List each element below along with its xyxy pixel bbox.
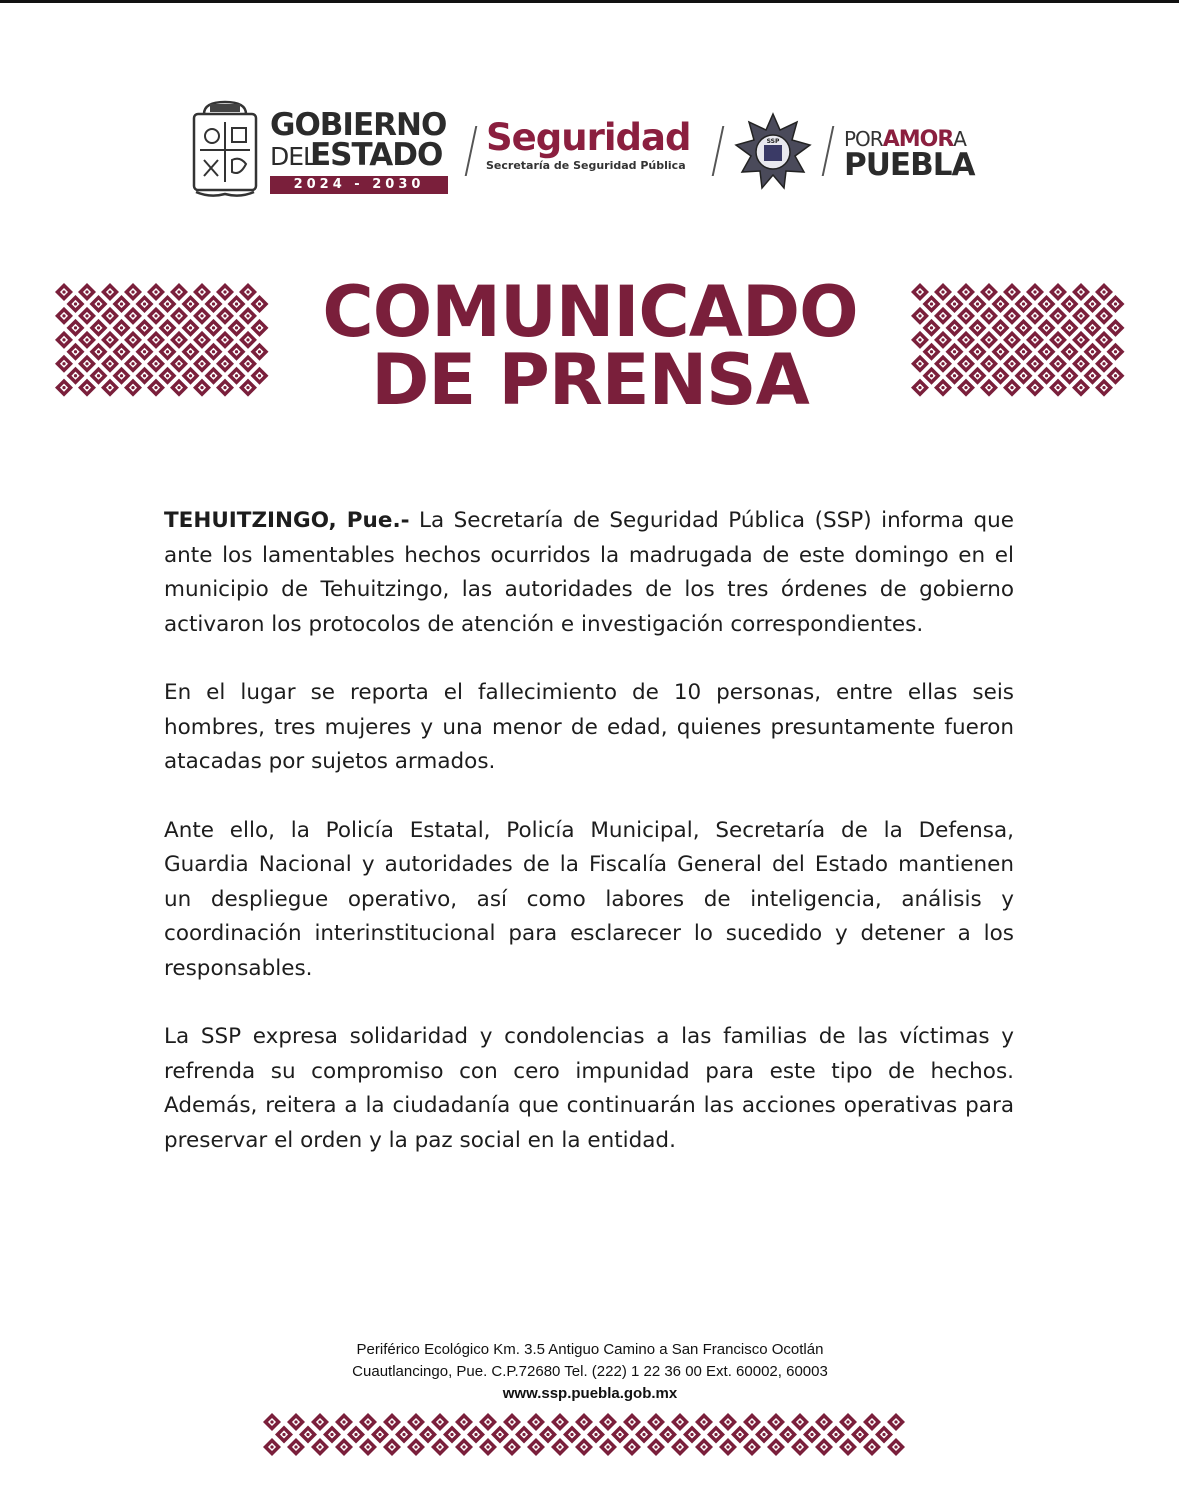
pattern-motif: [90, 343, 108, 361]
pattern-motif: [887, 1413, 905, 1431]
logo-separator: [712, 126, 725, 176]
pattern-motif: [969, 367, 987, 385]
pattern-motif: [575, 1413, 593, 1431]
pattern-motif: [67, 367, 85, 385]
pattern-motif: [407, 1438, 425, 1456]
pattern-motif: [934, 331, 952, 349]
title-line2: DE PRENSA: [371, 339, 809, 421]
pattern-motif: [551, 1438, 569, 1456]
pattern-motif: [90, 295, 108, 313]
pattern-motif: [216, 307, 234, 325]
pattern-motif: [671, 1413, 689, 1431]
footer-website-link[interactable]: www.ssp.puebla.gob.mx: [502, 1385, 678, 1402]
footer-address-2: Cuautlancingo, Pue. C.P.72680 Tel. (222) 1 22 36 00 Ext. 60002, 60003: [352, 1363, 828, 1380]
pattern-motif: [159, 295, 177, 313]
pattern-motif: [383, 1413, 401, 1431]
pattern-motif: [969, 343, 987, 361]
amor-puebla: PUEBLA: [844, 147, 975, 183]
pattern-motif: [527, 1413, 545, 1431]
pattern-motif: [251, 367, 269, 385]
pattern-motif: [1061, 319, 1079, 337]
pattern-motif: [1015, 319, 1033, 337]
pattern-motif: [147, 283, 165, 301]
pattern-motif: [623, 1413, 641, 1431]
pattern-motif: [335, 1413, 353, 1431]
pattern-motif: [101, 331, 119, 349]
pattern-motif: [992, 295, 1010, 313]
pattern-motif: [923, 295, 941, 313]
pattern-motif: [1015, 295, 1033, 313]
pattern-motif: [647, 1438, 665, 1456]
pattern-motif: [719, 1413, 737, 1431]
pattern-motif: [170, 379, 188, 397]
pattern-motif: [239, 355, 257, 373]
pattern-motif: [623, 1438, 641, 1456]
pattern-motif: [182, 367, 200, 385]
pattern-motif: [228, 319, 246, 337]
logo-separator: [465, 126, 478, 176]
pattern-motif: [1038, 343, 1056, 361]
pattern-motif: [599, 1438, 617, 1456]
pattern-motif: [839, 1438, 857, 1456]
pattern-motif: [992, 367, 1010, 385]
pattern-motif: [147, 379, 165, 397]
decorative-pattern-right: [910, 282, 1126, 408]
pattern-motif: [1049, 307, 1067, 325]
pattern-motif: [455, 1413, 473, 1431]
pattern-motif: [851, 1425, 869, 1443]
header-logos: [190, 96, 1000, 208]
pattern-motif: [124, 355, 142, 373]
pattern-motif: [90, 367, 108, 385]
pattern-motif: [479, 1438, 497, 1456]
footer: [240, 1339, 940, 1405]
pattern-motif: [78, 283, 96, 301]
pattern-motif: [136, 295, 154, 313]
pattern-motif: [695, 1438, 713, 1456]
por-amor-a-puebla-logo: [844, 128, 1004, 188]
pattern-motif: [1003, 283, 1021, 301]
pattern-motif: [78, 379, 96, 397]
pattern-motif: [323, 1425, 341, 1443]
pattern-motif: [743, 1438, 761, 1456]
pattern-motif: [911, 331, 929, 349]
pattern-motif: [239, 283, 257, 301]
pattern-motif: [980, 379, 998, 397]
pattern-motif: [957, 283, 975, 301]
paragraph-3: Ante ello, la Policía Estatal, Policía Municipal, Secretaría de la Defensa, Guardia Nacional y autoridades de la Fiscalía General del Estado mantienen un despliegue operativo, así como labores de inteligencia, análisis y coordinación interinstitucional para esclarecer lo sucedido y detener a los responsables.: [164, 817, 1014, 981]
paragraph-4: La SSP expresa solidaridad y condolencias a las familias de las víctimas y refrenda su compromiso con cero impunidad para este tipo de hechos. Además, reitera a la ciudadanía que continuarán las acciones operativas para preservar el orden y la paz social en la entidad.: [164, 1024, 1014, 1153]
pattern-motif: [707, 1425, 725, 1443]
pattern-motif: [228, 367, 246, 385]
pattern-motif: [779, 1425, 797, 1443]
pattern-motif: [67, 295, 85, 313]
pattern-motif: [911, 379, 929, 397]
pattern-motif: [1015, 367, 1033, 385]
pattern-motif: [980, 283, 998, 301]
pattern-motif: [563, 1425, 581, 1443]
pattern-motif: [55, 355, 73, 373]
police-star-badge-icon: [734, 112, 812, 190]
pattern-motif: [287, 1413, 305, 1431]
pattern-motif: [159, 319, 177, 337]
pattern-motif: [875, 1425, 893, 1443]
pattern-motif: [719, 1438, 737, 1456]
pattern-motif: [1003, 331, 1021, 349]
pattern-motif: [515, 1425, 533, 1443]
pattern-motif: [216, 283, 234, 301]
amor-amor: AMOR: [882, 127, 954, 152]
pattern-motif: [863, 1413, 881, 1431]
pattern-motif: [827, 1425, 845, 1443]
pattern-motif: [55, 331, 73, 349]
pattern-motif: [1026, 355, 1044, 373]
pattern-motif: [479, 1413, 497, 1431]
pattern-motif: [182, 343, 200, 361]
pattern-motif: [1003, 307, 1021, 325]
pattern-motif: [611, 1425, 629, 1443]
pattern-motif: [55, 379, 73, 397]
pattern-motif: [287, 1438, 305, 1456]
pattern-motif: [1072, 355, 1090, 373]
pattern-motif: [980, 331, 998, 349]
pattern-motif: [957, 355, 975, 373]
amor-a: A: [953, 127, 966, 151]
pattern-motif: [216, 355, 234, 373]
dateline: TEHUITZINGO, Pue.-: [164, 508, 410, 533]
pattern-motif: [147, 307, 165, 325]
pattern-motif: [467, 1425, 485, 1443]
pattern-motif: [67, 343, 85, 361]
pattern-motif: [791, 1438, 809, 1456]
pattern-motif: [969, 319, 987, 337]
pattern-motif: [383, 1438, 401, 1456]
pattern-motif: [124, 379, 142, 397]
pattern-motif: [443, 1425, 461, 1443]
pattern-motif: [216, 331, 234, 349]
pattern-motif: [969, 295, 987, 313]
pattern-motif: [911, 283, 929, 301]
pattern-motif: [193, 355, 211, 373]
pattern-motif: [911, 307, 929, 325]
pattern-motif: [791, 1413, 809, 1431]
pattern-motif: [455, 1438, 473, 1456]
pattern-motif: [205, 343, 223, 361]
pattern-motif: [78, 331, 96, 349]
pattern-motif: [1061, 367, 1079, 385]
pattern-motif: [170, 283, 188, 301]
pattern-motif: [359, 1413, 377, 1431]
footer-address-1: Periférico Ecológico Km. 3.5 Antiguo Camino a San Francisco Ocotlán: [356, 1341, 824, 1358]
pattern-motif: [251, 319, 269, 337]
pattern-motif: [957, 307, 975, 325]
pattern-motif: [113, 319, 131, 337]
pattern-motif: [347, 1425, 365, 1443]
press-release-body: [164, 504, 1014, 1192]
pattern-motif: [1061, 343, 1079, 361]
pattern-motif: [193, 307, 211, 325]
pattern-motif: [957, 379, 975, 397]
pattern-motif: [1107, 295, 1125, 313]
amor-por: POR: [844, 127, 883, 151]
pattern-motif: [1049, 379, 1067, 397]
pattern-motif: [78, 307, 96, 325]
pattern-motif: [911, 355, 929, 373]
pattern-motif: [228, 295, 246, 313]
pattern-motif: [1084, 295, 1102, 313]
pattern-motif: [101, 355, 119, 373]
pattern-motif: [216, 379, 234, 397]
pattern-motif: [503, 1413, 521, 1431]
pattern-motif: [78, 355, 96, 373]
pattern-motif: [101, 283, 119, 301]
pattern-motif: [1049, 331, 1067, 349]
pattern-motif: [731, 1425, 749, 1443]
paragraph-1: [164, 504, 1014, 642]
pattern-motif: [251, 343, 269, 361]
pattern-motif: [395, 1425, 413, 1443]
pattern-motif: [755, 1425, 773, 1443]
state-seal-icon: [190, 98, 260, 202]
pattern-motif: [539, 1425, 557, 1443]
pattern-motif: [124, 331, 142, 349]
pattern-motif: [1095, 283, 1113, 301]
pattern-motif: [90, 319, 108, 337]
paragraph-2: En el lugar se reporta el fallecimiento de 10 personas, entre ellas seis hombres, tres mujeres y una menor de edad, quienes presuntamente fueron atacadas por sujetos armados.: [164, 680, 1014, 774]
pattern-motif: [170, 355, 188, 373]
pattern-motif: [1026, 331, 1044, 349]
pattern-motif: [635, 1425, 653, 1443]
pattern-motif: [55, 307, 73, 325]
pattern-motif: [275, 1425, 293, 1443]
pattern-motif: [767, 1413, 785, 1431]
pattern-motif: [1061, 295, 1079, 313]
pattern-motif: [1072, 307, 1090, 325]
pattern-motif: [659, 1425, 677, 1443]
pattern-motif: [934, 379, 952, 397]
pattern-motif: [957, 331, 975, 349]
pattern-motif: [1003, 379, 1021, 397]
pattern-motif: [1003, 355, 1021, 373]
pattern-motif: [923, 343, 941, 361]
pattern-motif: [1095, 307, 1113, 325]
pattern-motif: [251, 295, 269, 313]
pattern-motif: [101, 307, 119, 325]
pattern-motif: [193, 379, 211, 397]
pattern-motif: [124, 283, 142, 301]
pattern-motif: [335, 1438, 353, 1456]
pattern-motif: [55, 283, 73, 301]
pattern-motif: [934, 307, 952, 325]
pattern-motif: [1026, 283, 1044, 301]
pattern-motif: [239, 331, 257, 349]
badge-text: SSP: [766, 138, 780, 145]
pattern-motif: [1038, 367, 1056, 385]
pattern-motif: [695, 1413, 713, 1431]
pattern-motif: [205, 295, 223, 313]
pattern-motif: [147, 355, 165, 373]
pattern-motif: [1084, 343, 1102, 361]
pattern-motif: [1072, 379, 1090, 397]
pattern-motif: [263, 1438, 281, 1456]
pattern-motif: [647, 1413, 665, 1431]
pattern-motif: [170, 331, 188, 349]
pattern-motif: [407, 1413, 425, 1431]
pattern-motif: [1026, 379, 1044, 397]
seguridad-logo: [486, 118, 706, 173]
pattern-motif: [113, 295, 131, 313]
pattern-motif: [136, 343, 154, 361]
pattern-motif: [815, 1438, 833, 1456]
pattern-motif: [359, 1438, 377, 1456]
pattern-motif: [136, 367, 154, 385]
pattern-motif: [419, 1425, 437, 1443]
pattern-motif: [182, 295, 200, 313]
gobierno-logo: [270, 107, 452, 192]
paragraph-1-text: La Secretaría de Seguridad Pública (SSP) informa que ante los lamentables hechos ocurridos la madrugada de este domingo en el municipio de Tehuitzingo, las autoridades de los tres órdenes de gobierno activaron los protocolos de atención e investigación correspondientes.: [164, 508, 1014, 637]
pattern-motif: [575, 1438, 593, 1456]
gobierno-years: 2024 - 2030: [270, 176, 448, 194]
pattern-motif: [182, 319, 200, 337]
pattern-motif: [1084, 319, 1102, 337]
gobierno-del: DEL: [270, 142, 316, 171]
logo-separator: [822, 126, 835, 176]
pattern-motif: [1049, 283, 1067, 301]
pattern-motif: [299, 1425, 317, 1443]
pattern-motif: [887, 1438, 905, 1456]
pattern-motif: [934, 355, 952, 373]
pattern-motif: [946, 319, 964, 337]
pattern-motif: [946, 295, 964, 313]
pattern-motif: [1095, 355, 1113, 373]
pattern-motif: [170, 307, 188, 325]
pattern-motif: [980, 307, 998, 325]
pattern-motif: [992, 343, 1010, 361]
pattern-motif: [934, 283, 952, 301]
pattern-motif: [263, 1413, 281, 1431]
pattern-motif: [311, 1438, 329, 1456]
gobierno-line1: GOBIERNO: [270, 107, 447, 143]
pattern-motif: [599, 1413, 617, 1431]
gobierno-estado: ESTADO: [310, 137, 443, 173]
pattern-motif: [431, 1438, 449, 1456]
pattern-motif: [371, 1425, 389, 1443]
pattern-motif: [1072, 283, 1090, 301]
pattern-motif: [1084, 367, 1102, 385]
pattern-motif: [671, 1438, 689, 1456]
decorative-pattern-bottom: [262, 1412, 916, 1458]
pattern-motif: [67, 319, 85, 337]
pattern-motif: [1095, 379, 1113, 397]
pattern-motif: [551, 1413, 569, 1431]
pattern-motif: [587, 1425, 605, 1443]
top-border: [0, 0, 1179, 3]
pattern-motif: [1026, 307, 1044, 325]
pattern-motif: [503, 1438, 521, 1456]
pattern-motif: [1049, 355, 1067, 373]
pattern-motif: [147, 331, 165, 349]
pattern-motif: [1015, 343, 1033, 361]
pattern-motif: [491, 1425, 509, 1443]
pattern-motif: [946, 343, 964, 361]
pattern-motif: [992, 319, 1010, 337]
pattern-motif: [239, 379, 257, 397]
pattern-motif: [193, 283, 211, 301]
pattern-motif: [1107, 319, 1125, 337]
pattern-motif: [863, 1438, 881, 1456]
pattern-motif: [113, 367, 131, 385]
pattern-motif: [980, 355, 998, 373]
pattern-motif: [193, 331, 211, 349]
pattern-motif: [228, 343, 246, 361]
pattern-motif: [1107, 367, 1125, 385]
pattern-motif: [1072, 331, 1090, 349]
pattern-motif: [683, 1425, 701, 1443]
pattern-motif: [239, 307, 257, 325]
pattern-motif: [124, 307, 142, 325]
seguridad-subtitle: Secretaría de Seguridad Pública: [486, 159, 686, 172]
pattern-motif: [101, 379, 119, 397]
pattern-motif: [159, 367, 177, 385]
pattern-motif: [136, 319, 154, 337]
pattern-motif: [946, 367, 964, 385]
pattern-motif: [1107, 343, 1125, 361]
page-title: [290, 271, 890, 421]
title-line1: COMUNICADO: [322, 271, 858, 353]
pattern-motif: [743, 1413, 761, 1431]
pattern-motif: [113, 343, 131, 361]
seguridad-title: Seguridad: [486, 116, 691, 159]
pattern-motif: [1038, 319, 1056, 337]
pattern-motif: [431, 1413, 449, 1431]
pattern-motif: [767, 1438, 785, 1456]
pattern-motif: [1038, 295, 1056, 313]
pattern-motif: [311, 1413, 329, 1431]
pattern-motif: [815, 1413, 833, 1431]
pattern-motif: [527, 1438, 545, 1456]
pattern-motif: [923, 319, 941, 337]
pattern-motif: [205, 367, 223, 385]
pattern-motif: [205, 319, 223, 337]
pattern-motif: [1095, 331, 1113, 349]
pattern-motif: [803, 1425, 821, 1443]
decorative-pattern-left: [54, 282, 270, 408]
pattern-motif: [159, 343, 177, 361]
pattern-motif: [923, 367, 941, 385]
pattern-motif: [839, 1413, 857, 1431]
